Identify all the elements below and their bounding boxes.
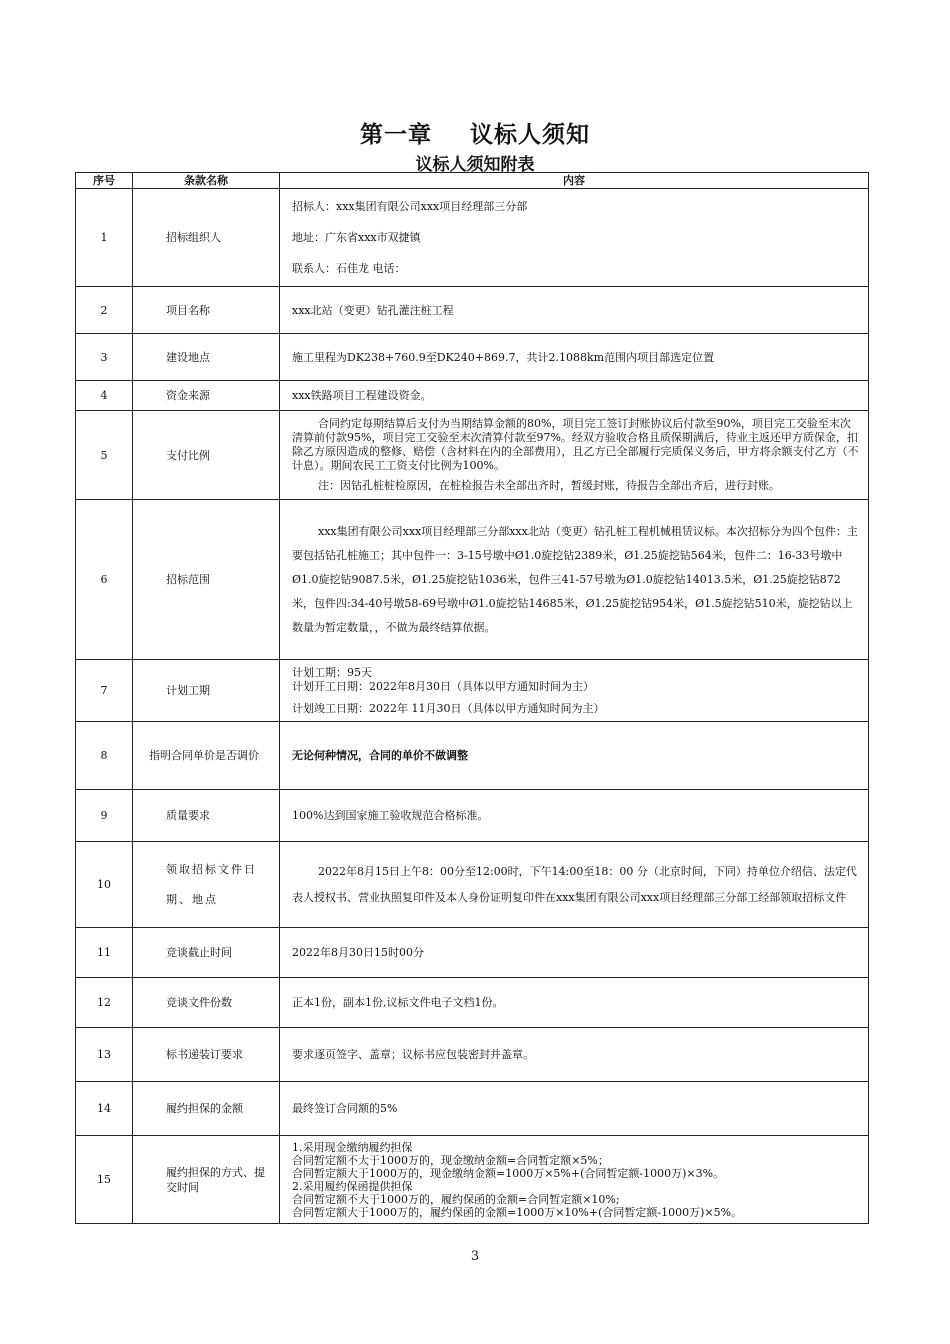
table-row	[76, 500, 869, 660]
row-no: 4	[76, 381, 133, 411]
row-no: 12	[76, 978, 133, 1028]
content-line: xxx铁路项目工程建设资金。	[292, 389, 432, 402]
row-no: 7	[76, 660, 133, 722]
content-line: xxx北站（变更）钻孔灌注桩工程	[292, 303, 454, 317]
row-content	[280, 1136, 869, 1224]
content-line: 2022年8月15日上午8：00分至12:00时，下午14:00至18：00 分（北京时间，下同）持单位介绍信、法定代表人授权书、营业执照复印件及本人身份证明复印件在xxx集团有限公司xxx项目经理部三分部工经部领取招标文件	[292, 864, 857, 904]
row-content	[280, 500, 869, 660]
content-line: 正本1份，副本1份,议标文件电子文档1份。	[292, 996, 504, 1009]
content-line: 计划工期：95天	[292, 665, 372, 679]
table-row	[76, 1136, 869, 1224]
table-row	[76, 842, 869, 928]
row-no: 8	[76, 722, 133, 790]
row-content	[280, 1082, 869, 1136]
row-content	[280, 722, 869, 790]
row-no: 14	[76, 1082, 133, 1136]
row-no: 11	[76, 928, 133, 978]
row-name: 招标组织人	[133, 189, 280, 287]
content-line: 合同暂定额大于1000万的，现金缴纳金额=1000万×5%+(合同暂定额-1000万)×3%。	[292, 1166, 725, 1180]
content-line: 无论何种情况，合同的单价不做调整	[292, 749, 468, 762]
content-line: 合同约定每期结算后支付为当期结算金额的80%，项目完工签订封账协议后付款至90%，项目完工交验至末次清算前付款95%，项目完工交验至末次清算付款至97%。经双方验收合格且质保期满后，待业主返还甲方质保金，扣除乙方原因造成的整修、赔偿（含材料在内的全部费用），且乙方已全部履行完质保义务后，甲方将余额支付乙方（不计息）。期间农民工工资支付比例为100%。	[292, 417, 859, 472]
row-no: 9	[76, 790, 133, 842]
header-no: 序号	[76, 173, 133, 189]
row-no: 13	[76, 1028, 133, 1082]
table-row	[76, 1028, 869, 1082]
header-name: 条款名称	[133, 173, 280, 189]
content-line: 联系人：石佳龙 电话：	[292, 262, 406, 275]
row-no: 15	[76, 1136, 133, 1224]
chapter-title	[0, 116, 950, 149]
content-line: 合同暂定额不大于1000万的，现金缴纳金额=合同暂定额×5%；	[292, 1153, 609, 1167]
row-content	[280, 334, 869, 381]
row-name: 支付比例	[133, 411, 280, 500]
row-content	[280, 1028, 869, 1082]
row-name: 竞谈文件份数	[133, 978, 280, 1028]
content-line: xxx集团有限公司xxx项目经理部三分部xxx北站（变更）钻孔桩工程机械租赁议标。本次招标分为四个包件：主要包括钻孔桩施工；其中包件一：3-15号墩中Ø1.0旋挖钻2389米，Ø1.25旋挖钻564米，包件二：16-33号墩中Ø1.0旋挖钻9087.5米，Ø1.25旋挖钻1036米，包件三41-57号墩为Ø1.0旋挖钻14013.5米，Ø1.25旋挖钻872米，包件四:34-40号墩58-69号墩中Ø1.0旋挖钻14685米，Ø1.25旋挖钻954米，Ø1.5旋挖钻510米，旋挖钻以上数量为暂定数量，，不做为最终结算依据。	[292, 524, 858, 634]
row-name: 质量要求	[133, 790, 280, 842]
row-name: 履约担保的金额	[133, 1082, 280, 1136]
row-name: 领取招标文件日期、地点	[133, 842, 280, 928]
content-line: 100%达到国家施工验收规范合格标准。	[292, 809, 489, 822]
row-name: 标书递装订要求	[133, 1028, 280, 1082]
content-line: 注：因钻孔桩桩检原因，在桩检报告未全部出齐时，暂缓封账，待报告全部出齐后，进行封账。	[318, 479, 780, 492]
page-number: 3	[470, 1249, 480, 1264]
content-line: 最终签订合同额的5%	[292, 1102, 398, 1115]
content-line: 1.采用现金缴纳履约担保	[292, 1140, 413, 1154]
row-content	[280, 381, 869, 411]
table-row	[76, 722, 869, 790]
table-row	[76, 660, 869, 722]
row-name: 招标范围	[133, 500, 280, 660]
content-line: 计划开工日期：2022年8月30日（具体以甲方通知时间为主）	[292, 679, 594, 693]
content-line: 2022年8月30日15时00分	[292, 946, 424, 959]
row-content	[280, 411, 869, 500]
content-line: 地址：广东省xxx市双捷镇	[292, 231, 421, 244]
bidder-instructions-table	[75, 172, 869, 1224]
content-line: 招标人：xxx集团有限公司xxx项目经理部三分部	[292, 200, 528, 213]
chapter-title-part2: 议标人须知	[470, 122, 590, 148]
row-content	[280, 189, 869, 287]
chapter-title-part1: 第一章	[360, 122, 432, 148]
row-name: 履约担保的方式、提交时间	[133, 1136, 280, 1224]
row-content	[280, 287, 869, 334]
row-no: 3	[76, 334, 133, 381]
row-name: 计划工期	[133, 660, 280, 722]
row-no: 10	[76, 842, 133, 928]
table-row	[76, 287, 869, 334]
row-no: 1	[76, 189, 133, 287]
row-no: 2	[76, 287, 133, 334]
header-content: 内容	[280, 173, 869, 189]
row-name: 资金来源	[133, 381, 280, 411]
table-row	[76, 189, 869, 287]
row-name: 项目名称	[133, 287, 280, 334]
content-line: 施工里程为DK238+760.9至DK240+869.7，共计2.1088km范围内项目部选定位置	[292, 350, 715, 364]
row-content	[280, 978, 869, 1028]
content-line: 合同暂定额不大于1000万的，履约保函的金额=合同暂定额×10%;	[292, 1192, 620, 1206]
row-content	[280, 790, 869, 842]
table-row	[76, 978, 869, 1028]
table-row	[76, 1082, 869, 1136]
row-name: 指明合同单价是否调价	[133, 722, 280, 790]
content-line: 合同暂定额大于1000万的，履约保函的金额=1000万×10%+(合同暂定额-1000万)×5%。	[292, 1205, 743, 1219]
table-row	[76, 334, 869, 381]
table-row	[76, 928, 869, 978]
content-line: 计划竣工日期：2022年 11月30日（具体以甲方通知时间为主）	[292, 701, 605, 715]
table-header-row	[76, 173, 869, 189]
row-content	[280, 660, 869, 722]
content-line: 要求逐页签字、盖章；议标书应包装密封并盖章。	[292, 1048, 534, 1061]
row-no: 6	[76, 500, 133, 660]
row-no: 5	[76, 411, 133, 500]
row-content	[280, 928, 869, 978]
table-row	[76, 411, 869, 500]
content-line: 2.采用履约保函提供担保	[292, 1179, 413, 1193]
table-row	[76, 790, 869, 842]
table-title: 议标人须知附表	[415, 155, 535, 175]
row-name: 竞谈截止时间	[133, 928, 280, 978]
table-row	[76, 381, 869, 411]
row-content	[280, 842, 869, 928]
row-name: 建设地点	[133, 334, 280, 381]
